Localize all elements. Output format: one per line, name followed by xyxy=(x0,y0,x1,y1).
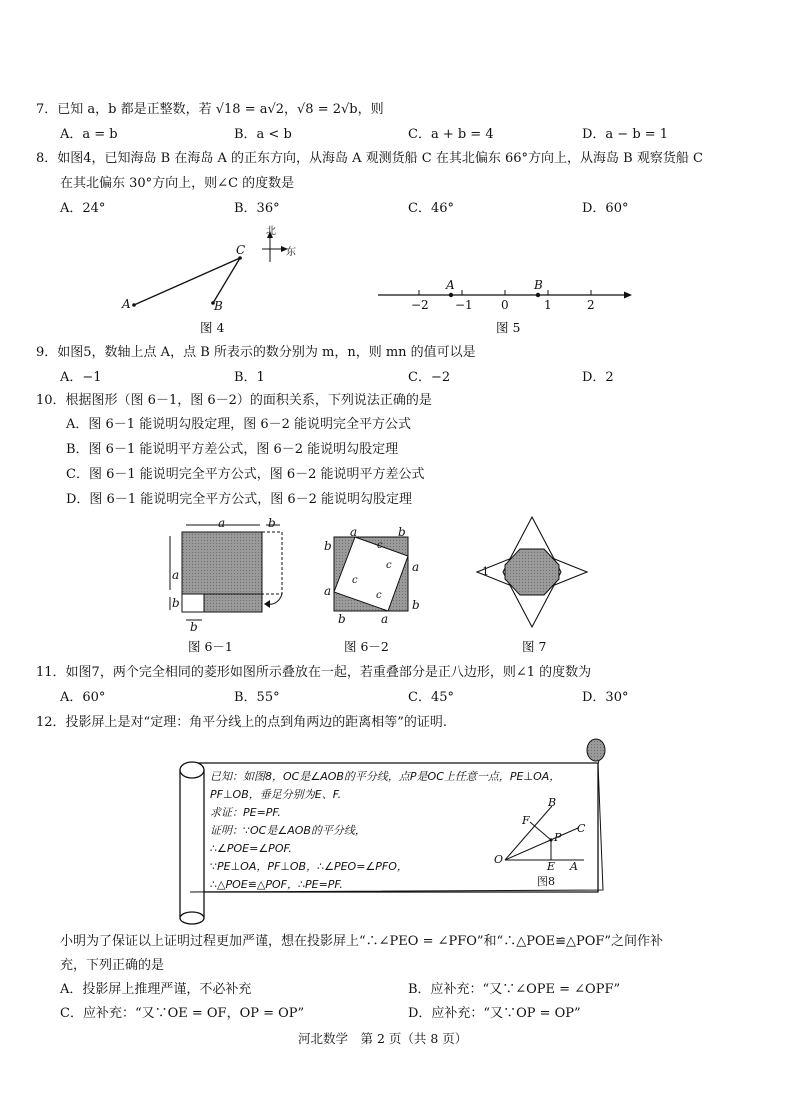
fig62-caption: 图 6－2 xyxy=(344,639,389,654)
q8-option-a: A．24° xyxy=(60,201,106,216)
q8-option-d: D．60° xyxy=(582,201,629,216)
fig4-north-label: 北 xyxy=(266,226,276,237)
fig7-caption: 图 7 xyxy=(522,639,547,654)
fig62-label-c3: c xyxy=(352,575,358,586)
fig8-label-f: F xyxy=(522,814,530,827)
scroll-line-7: ∴△POE≌△POF，∴PE=PF. xyxy=(210,878,343,891)
fig8-label-b: B xyxy=(548,796,557,809)
q10-option-a: A．图 6－1 能说明勾股定理，图 6－2 能说明完全平方公式 xyxy=(66,417,412,432)
q10-option-d: D．图 6－1 能说明完全平方公式，图 6－2 能说明勾股定理 xyxy=(66,492,413,507)
fig5-tick-0: 0 xyxy=(501,298,509,312)
fig4-label-c: C xyxy=(236,243,246,257)
fig4-caption: 图 4 xyxy=(200,320,225,335)
q7-option-b: B．a < b xyxy=(234,127,292,142)
fig4-label-a: A xyxy=(122,297,131,311)
fig8-label-p: P xyxy=(554,831,562,844)
fig62-label-a-top: a xyxy=(350,525,358,539)
fig8-label-a: A xyxy=(570,860,578,873)
fig62-label-b-left: b xyxy=(324,539,332,553)
q9-option-c: C．−2 xyxy=(408,370,451,385)
fig4-east-label: 东 xyxy=(286,247,296,258)
q10-option-c: C．图 6－1 能说明完全平方公式，图 6－2 能说明平方差公式 xyxy=(66,467,425,482)
q12-option-b: B．应补充：“又∵∠OPE = ∠OPF” xyxy=(408,982,621,997)
scroll-line-4: 证明：∵OC是∠AOB的平分线， xyxy=(210,824,366,837)
fig8-label-c: C xyxy=(577,822,586,835)
q11-stem: 11．如图7，两个完全相同的菱形如图所示叠放在一起，若重叠部分是正八边形，则∠1 的度数为 xyxy=(36,665,592,680)
fig61-label-b-left: b xyxy=(172,596,180,610)
q12-option-c: C．应补充：“又∵OE = OF，OP = OP” xyxy=(60,1006,305,1021)
q8-option-b: B．36° xyxy=(234,201,280,216)
fig62-label-b-top: b xyxy=(398,525,406,539)
fig8-label-o: O xyxy=(494,853,504,866)
fig5-tick-2: 2 xyxy=(587,298,595,312)
fig61-label-b-top: b xyxy=(268,516,276,530)
q7-option-c: C．a + b = 4 xyxy=(408,127,494,142)
fig8-label-e: E xyxy=(547,860,556,873)
fig7-angle-1: 1 xyxy=(482,565,489,578)
q11-option-a: A．60° xyxy=(60,690,106,705)
fig5-tick-1: 1 xyxy=(544,298,552,312)
q12-option-a: A．投影屏上推理严谨，不必补充 xyxy=(60,982,252,997)
fig5-point-b: B xyxy=(534,278,543,292)
q7-stem: 7．已知 a，b 都是正整数，若 √18 = a√2，√8 = 2√b，则 xyxy=(36,102,384,117)
fig62-label-b-right: b xyxy=(412,598,420,612)
scroll-line-1: 已知：如图8，OC是∠AOB的平分线，点P是OC上任意一点，PE⊥OA， xyxy=(210,770,561,783)
fig62-label-c1: c xyxy=(377,540,383,551)
scroll-line-3: 求证：PE=PF. xyxy=(210,806,281,819)
fig62-label-b-bottom: b xyxy=(338,612,346,626)
fig62-label-c4: c xyxy=(376,590,382,601)
scroll-line-5: ∴∠POE=∠POF. xyxy=(210,842,292,855)
fig62-label-a-left: a xyxy=(324,584,332,598)
scroll-line-2: PF⊥OB，垂足分别为E、F. xyxy=(210,788,342,801)
q9-stem: 9．如图5，数轴上点 A，点 B 所表示的数分别为 m，n，则 mn 的值可以是 xyxy=(36,345,476,360)
fig61-label-b-bottom: b xyxy=(190,620,198,634)
q12-follow-line2: 充，下列正确的是 xyxy=(60,958,165,973)
q11-option-c: C．45° xyxy=(408,690,454,705)
q11-option-b: B．55° xyxy=(234,690,280,705)
fig61-label-a-top: a xyxy=(218,516,226,530)
q12-option-d: D．应补充：“又∵OP = OP” xyxy=(408,1006,581,1021)
fig61-label-a-left: a xyxy=(172,568,180,582)
fig61-caption: 图 6－1 xyxy=(188,639,233,654)
q7-option-a: A．a = b xyxy=(60,127,118,142)
fig5-tick-neg1: −1 xyxy=(455,298,473,312)
q10-option-b: B．图 6－1 能说明平方差公式，图 6－2 能说明勾股定理 xyxy=(66,442,399,457)
fig62-label-a-bottom: a xyxy=(381,612,389,626)
scroll-line-6: ∵PE⊥OA，PF⊥OB，∴∠PEO=∠PFO， xyxy=(210,860,408,873)
q8-stem-line2: 在其北偏东 30°方向上，则∠C 的度数是 xyxy=(60,176,295,191)
fig5-tick-neg2: −2 xyxy=(411,298,429,312)
q9-option-d: D．2 xyxy=(582,370,614,385)
q9-option-a: A．−1 xyxy=(60,370,102,385)
q10-stem: 10．根据图形（图 6－1，图 6－2）的面积关系，下列说法正确的是 xyxy=(36,393,432,408)
q8-option-c: C．46° xyxy=(408,201,454,216)
q12-follow-line1: 小明为了保证以上证明过程更加严谨，想在投影屏上“∴∠PEO = ∠PFO”和“∴△POE≌△POF”之间作补 xyxy=(60,934,664,949)
q12-stem: 12．投影屏上是对“定理：角平分线上的点到角两边的距离相等”的证明. xyxy=(36,715,447,730)
fig5-caption: 图 5 xyxy=(496,320,521,335)
fig62-label-a-right: a xyxy=(412,560,420,574)
q11-option-d: D．30° xyxy=(582,690,629,705)
fig8-caption: 图8 xyxy=(537,875,555,888)
q7-option-d: D．a − b = 1 xyxy=(582,127,669,142)
page-footer: 河北数学 第 2 页（共 8 页） xyxy=(298,1031,468,1046)
fig5-point-a: A xyxy=(446,278,455,292)
q9-option-b: B．1 xyxy=(234,370,265,385)
fig62-label-c2: c xyxy=(386,560,392,571)
fig4-label-b: B xyxy=(214,299,223,313)
q8-stem-line1: 8．如图4，已知海岛 B 在海岛 A 的正东方向，从海岛 A 观测货船 C 在其北偏东 66°方向上，从海岛 B 观察货船 C xyxy=(36,151,703,166)
